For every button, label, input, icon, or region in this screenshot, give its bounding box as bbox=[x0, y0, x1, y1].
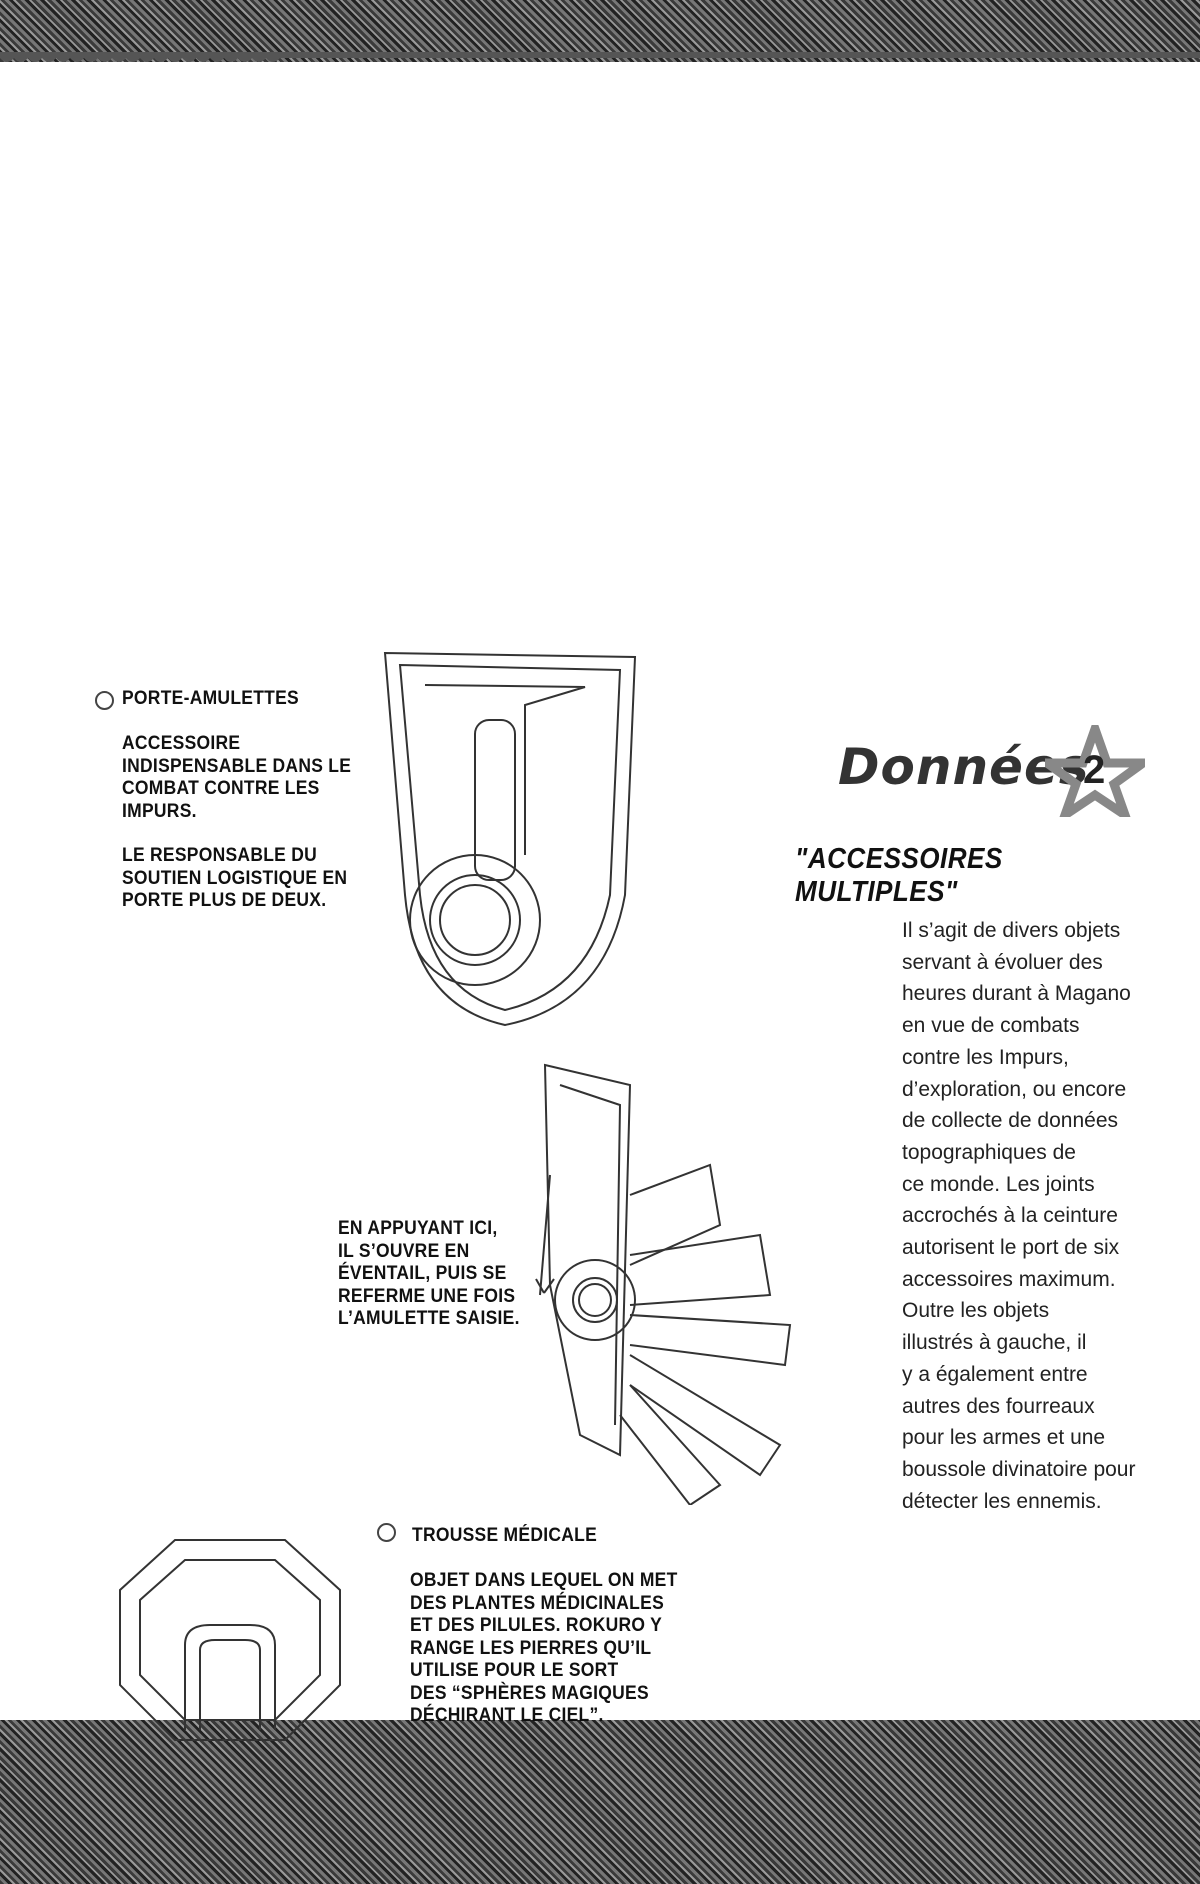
fan-note: EN APPUYANT ICI, IL S’OUVRE EN ÉVENTAIL, PUIS SE REFERME UNE FOIS L’AMULETTE SAISIE. bbox=[338, 1218, 520, 1329]
porte-amulettes-desc2: LE RESPONSABLE DU SOUTIEN LOGISTIQUE EN PORTE PLUS DE DEUX. bbox=[122, 845, 348, 911]
bullet-circle-icon bbox=[95, 691, 114, 710]
porte-amulettes-desc1: ACCESSOIRE INDISPENSABLE DANS LE COMBAT CONTRE LES IMPURS. bbox=[122, 733, 352, 822]
trousse-medicale-sketch bbox=[115, 1535, 345, 1745]
bullet-circle-icon bbox=[377, 1523, 396, 1542]
fan-amulette-sketch bbox=[520, 1055, 810, 1505]
section-subtitle: "ACCESSOIRES MULTIPLES" bbox=[795, 843, 1003, 908]
section-number: 2 bbox=[1083, 748, 1106, 792]
porte-amulettes-title: PORTE-AMULETTES bbox=[122, 688, 299, 709]
section-title: Données bbox=[838, 738, 1090, 796]
porte-amulettes-sketch bbox=[375, 645, 655, 1040]
top-border-edge bbox=[0, 52, 1200, 66]
description-paragraph: Il s’agit de divers objets servant à évoluer des heures durant à Magano en vue de combats contre les Impurs, d’exploration, ou encore de collecte de données topographiques de ce monde. Les joints accrochés à la ceinture autorisent le port de six accessoires maximum. Outre les objets illustrés à gauche, il y a également entre autres des fourreaux pour les armes et une boussole divinatoire pour détecter les ennemis. bbox=[902, 919, 1136, 1513]
trousse-desc: OBJET DANS LEQUEL ON MET DES PLANTES MÉDICINALES ET DES PILULES. ROKURO Y RANGE LES PIERRES QU’IL UTILISE POUR LE SORT DES “SPHÈRES MAGIQUES DÉCHIRANT LE CIEL”. bbox=[410, 1570, 678, 1726]
trousse-title: TROUSSE MÉDICALE bbox=[412, 1525, 598, 1546]
